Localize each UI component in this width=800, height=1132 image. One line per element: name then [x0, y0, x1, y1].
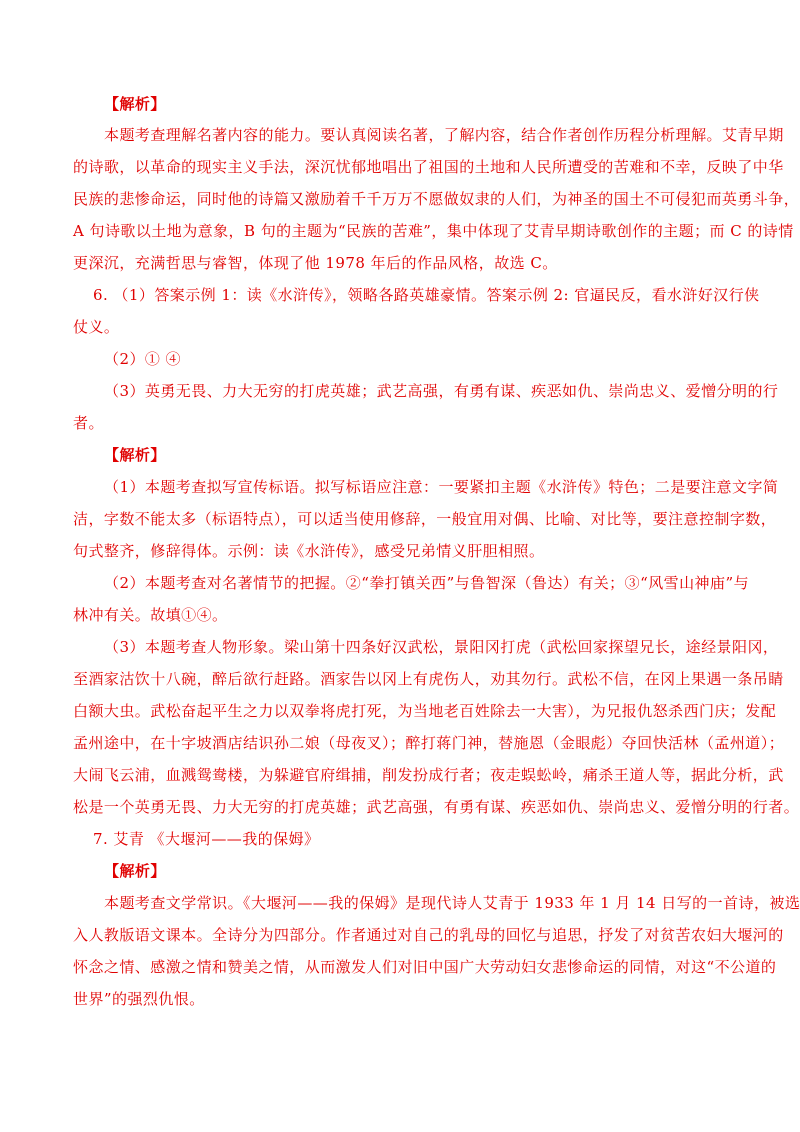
answer-line-q6-3-cont: 者。: [73, 414, 104, 432]
answer-line-q6-2: （2）① ④: [104, 350, 182, 368]
analysis-line: 更深沉，充满哲思与睿智，体现了他 1978 年后的作品风格，故选 C。: [73, 254, 558, 272]
answer-line-q6-1-cont: 仗义。: [73, 318, 120, 336]
answer-line-q6-3: （3）英勇无畏、力大无穷的打虎英雄；武艺高强，有勇有谋、疾恶如仇、崇尚忠义、爱憎分明的行: [104, 382, 779, 400]
analysis-line: 怀念之情、感激之情和赞美之情，从而激发人们对旧中国广大劳动妇女悲惨命运的同情，对这“不公道的: [73, 958, 777, 976]
analysis-heading-q7: 【解析】: [104, 862, 166, 880]
analysis-line: 的诗歌，以革命的现实主义手法，深沉忧郁地唱出了祖国的土地和人民所遭受的苦难和不幸，反映了中华: [73, 158, 784, 176]
analysis-line: 本题考查理解名著内容的能力。要认真阅读名著，了解内容，结合作者创作历程分析理解。艾青早期: [104, 126, 784, 144]
analysis-line: 民族的悲惨命运，同时他的诗篇又激励着千千万万不愿做奴隶的人们，为神圣的国土不可侵犯而英勇斗争，: [73, 190, 800, 208]
answer-line-q7: 7. 艾青 《大堰河——我的保姆》: [93, 830, 320, 848]
analysis-line: 入人教版语文课本。全诗分为四部分。作者通过对自己的乳母的回忆与追思，抒发了对贫苦农妇大堰河的: [73, 926, 784, 944]
analysis-line: 孟州途中，在十字坡酒店结识孙二娘（母夜叉）；醉打蒋门神，替施恩（金眼彪）夺回快活林（孟州道）；: [73, 734, 785, 752]
analysis-line: 本题考查文学常识。《大堰河——我的保姆》是现代诗人艾青于 1933 年 1 月 14 日写的一首诗，被选: [104, 894, 800, 912]
analysis-line: 林冲有关。故填①④。: [73, 606, 228, 624]
analysis-line: 松是一个英勇无畏、力大无穷的打虎英雄；武艺高强，有勇有谋、疾恶如仇、崇尚忠义、爱憎分明的行者。: [73, 798, 800, 816]
analysis-line: （3）本题考查人物形象。梁山第十四条好汉武松，景阳冈打虎（武松回家探望兄长，途经景阳冈，: [104, 638, 779, 656]
analysis-line: （2）本题考查对名著情节的把握。②“拳打镇关西”与鲁智深（鲁达）有关；③“风雪山神庙”与: [104, 574, 750, 592]
analysis-line: 至酒家沽饮十八碗，醉后欲行赶路。酒家告以冈上有虎伤人，劝其勿行。武松不信，在冈上果遇一条吊睛: [73, 670, 784, 688]
analysis-line: 大闹飞云浦，血溅鸳鸯楼，为躲避官府缉捕，削发扮成行者；夜走蜈蚣岭，痛杀王道人等，据此分析，武: [73, 766, 784, 784]
analysis-line: A 句诗歌以土地为意象，B 句的主题为“民族的苦难”，集中体现了艾青早期诗歌创作的主题；而 C 的诗情: [73, 222, 794, 240]
analysis-line: （1）本题考查拟写宣传标语。拟写标语应注意：一要紧扣主题《水浒传》特色；二是要注意文字简: [104, 478, 779, 496]
analysis-line: 世界”的强烈仇恨。: [73, 990, 205, 1008]
answer-line-q6-1: 6. （1）答案示例 1：读《水浒传》，领略各路英雄豪情。答案示例 2: 官逼民反，看水浒好汉行侠: [93, 286, 760, 304]
analysis-line: 白额大虫。武松奋起平生之力以双拳将虎打死，为当地老百姓除去一大害），为兄报仇怒杀西门庆；发配: [73, 702, 777, 720]
analysis-heading-q5: 【解析】: [104, 95, 166, 113]
analysis-heading-q6: 【解析】: [104, 446, 166, 464]
analysis-line: 洁，字数不能太多（标语特点），可以适当使用修辞，一般宜用对偶、比喻、对比等，要注意控制字数，: [73, 510, 777, 528]
analysis-line: 句式整齐，修辞得体。示例：读《水浒传》，感受兄弟情义肝胆相照。: [73, 542, 545, 560]
